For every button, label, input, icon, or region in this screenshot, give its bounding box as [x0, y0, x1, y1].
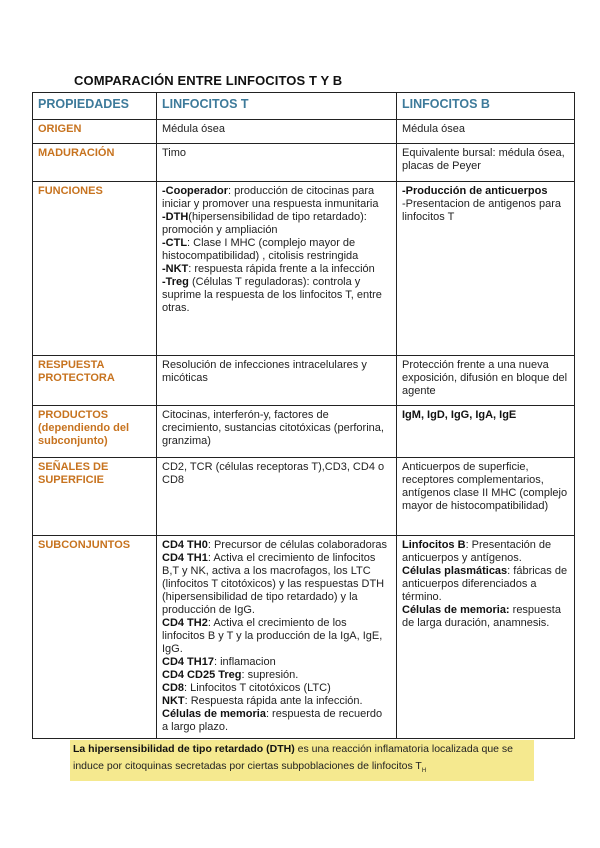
- list-item: -NKT: respuesta rápida frente a la infección: [162, 263, 375, 275]
- cell-t-senales: CD2, TCR (células receptoras T),CD3, CD4 o CD8: [157, 458, 397, 536]
- list-item: NKT: Respuesta rápida ante la infección.: [162, 695, 363, 707]
- cell-t-maduracion: Timo: [157, 144, 397, 182]
- list-item: Células de memoria: respuesta de larga duración, anamnesis.: [402, 604, 561, 629]
- row-label-senales: SEÑALES DE SUPERFICIE: [33, 458, 157, 536]
- list-item: CD4 TH1: Activa el crecimiento de linfocitos B,T y NK, activa a los macrofagos, los LTC (linfocitos T citotóxicos) y las respuestas DTH (hipersensibilidad de tipo retardado) y la producción de IgG.: [162, 552, 385, 616]
- table-header-row: [33, 93, 575, 120]
- cell-b-respuesta: Protección frente a una nueva exposición, difusión en bloque del agente: [397, 356, 575, 406]
- list-item: -Producción de anticuerpos: [402, 185, 548, 197]
- dth-highlight-note: La hipersensibilidad de tipo retardado (DTH) es una reacción inflamatoria localizada que se induce por citoquinas secretadas por ciertas subpoblaciones de linfocitos $T_H$: [70, 740, 534, 781]
- table-row: [33, 144, 575, 182]
- list-item: -Cooperador: producción de citocinas para iniciar y promover una respuesta inmunitaria: [162, 185, 379, 210]
- table-row: [33, 120, 575, 144]
- cell-b-maduracion: Equivalente bursal: médula ósea, placas de Peyer: [397, 144, 575, 182]
- list-item: -Presentacion de antigenos para linfocitos T: [402, 198, 561, 223]
- row-label-productos: PRODUCTOS (dependiendo del subconjunto): [33, 406, 157, 458]
- header-b-cells: LINFOCITOS B: [397, 93, 575, 120]
- cell-t-origen: Médula ósea: [157, 120, 397, 144]
- list-item: CD4 TH2: Activa el crecimiento de los linfocitos B y T y la producción de la IgA, IgE, IgG.: [162, 617, 383, 655]
- list-item: CD4 TH0: Precursor de células colaboradoras: [162, 539, 387, 551]
- table-row: [33, 356, 575, 406]
- page-title: COMPARACIÓN ENTRE LINFOCITOS T Y B: [74, 73, 343, 88]
- row-label-funciones: FUNCIONES: [33, 182, 157, 356]
- cell-t-productos: Citocinas, interferón-y, factores de crecimiento, sustancias citotóxicas (perforina, granzima): [157, 406, 397, 458]
- list-item: -DTH(hipersensibilidad de tipo retardado): promoción y ampliación: [162, 211, 367, 236]
- list-item: CD4 CD25 Treg: supresión.: [162, 669, 299, 681]
- cell-b-origen: Médula ósea: [397, 120, 575, 144]
- list-item: Células de memoria: respuesta de recuerdo a largo plazo.: [162, 708, 383, 733]
- row-label-maduracion: MADURACIÓN: [33, 144, 157, 182]
- cell-b-subconjuntos: [397, 536, 575, 739]
- cell-t-subconjuntos: [157, 536, 397, 739]
- cell-t-respuesta: Resolución de infecciones intracelulares y micóticas: [157, 356, 397, 406]
- table-row: [33, 182, 575, 356]
- row-label-origen: ORIGEN: [33, 120, 157, 144]
- row-label-subconjuntos: SUBCONJUNTOS: [33, 536, 157, 739]
- header-t-cells: LINFOCITOS T: [157, 93, 397, 120]
- cell-b-productos: IgM, IgD, IgG, IgA, IgE: [397, 406, 575, 458]
- list-item: CD8: Linfocitos T citotóxicos (LTC): [162, 682, 331, 694]
- list-item: Linfocitos B: Presentación de anticuerpos y antígenos.: [402, 539, 552, 564]
- table-row: [33, 458, 575, 536]
- header-properties: PROPIEDADES: [33, 93, 157, 120]
- table-row: [33, 536, 575, 739]
- list-item: -CTL: Clase I MHC (complejo mayor de histocompatibilidad) , citolisis restringida: [162, 237, 359, 262]
- comparison-table: [32, 92, 575, 739]
- table-row: [33, 406, 575, 458]
- list-item: -Treg (Células T reguladoras): controla y suprime la respuesta de los linfocitos T, entre otras.: [162, 276, 382, 314]
- cell-b-funciones: [397, 182, 575, 356]
- list-item: Células plasmáticas: fábricas de anticuerpos diferenciados a término.: [402, 565, 568, 603]
- cell-t-funciones: [157, 182, 397, 356]
- cell-b-senales: Anticuerpos de superficie, receptores complementarios, antígenos clase II MHC (complejo mayor de histocompatibilidad): [397, 458, 575, 536]
- list-item: CD4 TH17: inflamacion: [162, 656, 276, 668]
- row-label-respuesta: RESPUESTA PROTECTORA: [33, 356, 157, 406]
